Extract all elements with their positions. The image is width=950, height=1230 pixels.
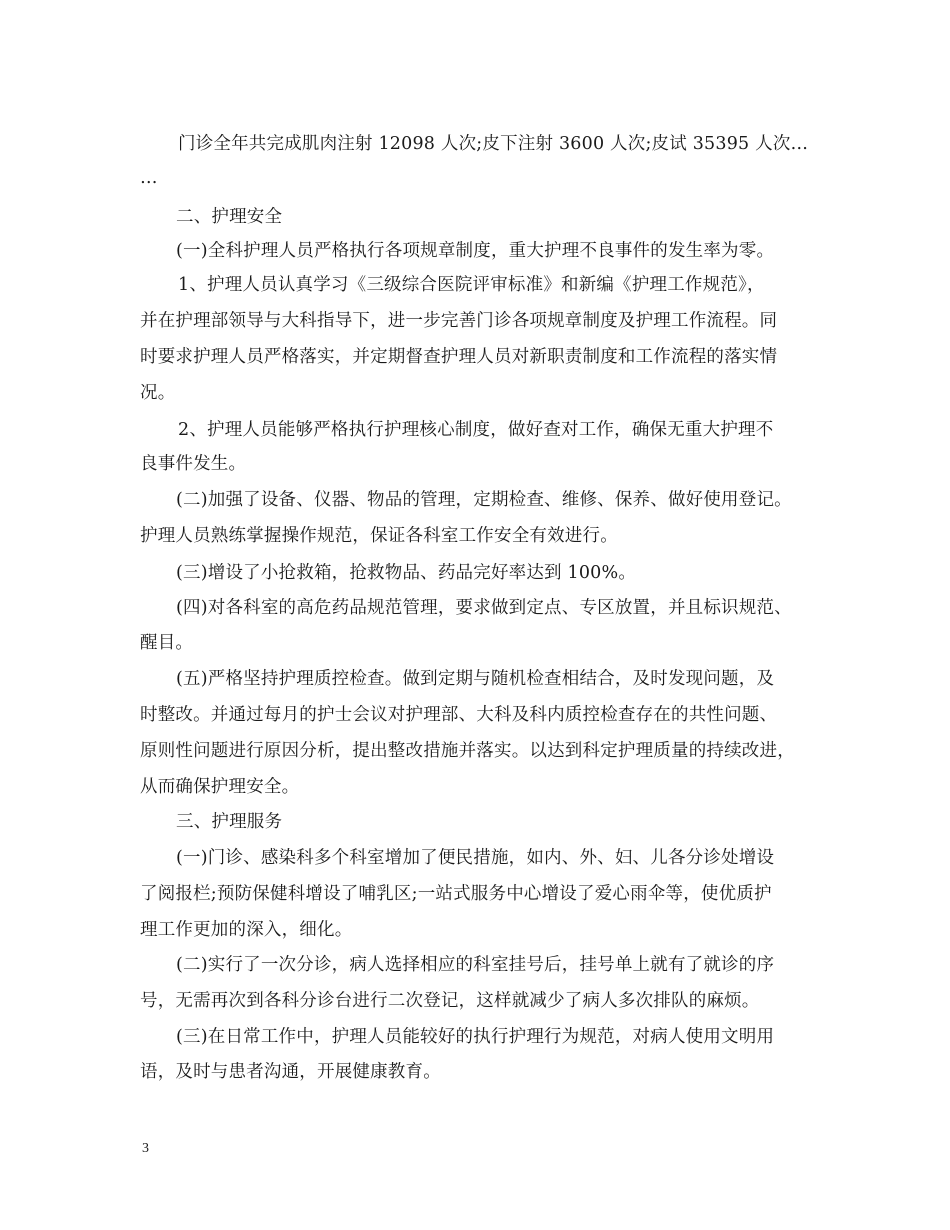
text-line: (二)实行了一次分诊，病人选择相应的科室挂号后，挂号单上就有了就诊的序 bbox=[176, 955, 775, 975]
text-line: 护理人员熟练掌握操作规范，保证各科室工作安全有效进行。 bbox=[140, 526, 618, 546]
text-line: 良事件发生。 bbox=[140, 454, 247, 474]
page-number: 3 bbox=[142, 1141, 149, 1156]
text-line: 门诊全年共完成肌肉注射 12098 人次;皮下注射 3600 人次;皮试 35395 人次… bbox=[178, 134, 809, 154]
text-line: 了阅报栏;预防保健科增设了哺乳区;一站式服务中心增设了爱心雨伞等，使优质护 bbox=[140, 884, 772, 904]
section-heading: 三、护理服务 bbox=[176, 812, 283, 832]
section-heading: 二、护理安全 bbox=[176, 207, 283, 227]
text-line: 理工作更加的深入，细化。 bbox=[140, 920, 353, 940]
text-line: 醒目。 bbox=[140, 633, 194, 653]
text-line: … bbox=[140, 168, 158, 188]
text-line: 并在护理部领导与大科指导下，进一步完善门诊各项规章制度及护理工作流程。同 bbox=[140, 311, 778, 331]
text-line: (二)加强了设备、仪器、物品的管理，定期检查、维修、保养、做好使用登记。 bbox=[176, 490, 792, 510]
text-line: 从而确保护理安全。 bbox=[140, 777, 300, 797]
text-line: 况。 bbox=[140, 383, 176, 403]
text-line: 1、护理人员认真学习《三级综合医院评审标准》和新编《护理工作规范》， bbox=[178, 275, 765, 295]
text-line: (三)增设了小抢救箱，抢救物品、药品完好率达到 100%。 bbox=[176, 563, 637, 583]
text-line: 号，无需再次到各科分诊台进行二次登记，这样就减少了病人多次排队的麻烦。 bbox=[140, 991, 760, 1011]
text-line: 原则性问题进行原因分析，提出整改措施并落实。以达到科定护理质量的持续改进， bbox=[140, 741, 795, 761]
text-line: (一)门诊、感染科多个科室增加了便民措施，如内、外、妇、儿各分诊处增设 bbox=[176, 848, 775, 868]
text-line: (四)对各科室的高危药品规范管理，要求做到定点、专区放置，并且标识规范、 bbox=[176, 598, 792, 618]
text-line: 语，及时与患者沟通，开展健康教育。 bbox=[140, 1062, 441, 1082]
text-line: (三)在日常工作中，护理人员能较好的执行护理行为规范，对病人使用文明用 bbox=[176, 1027, 775, 1047]
text-line: 时要求护理人员严格落实，并定期督查护理人员对新职责制度和工作流程的落实情 bbox=[140, 347, 778, 367]
text-line: 2、护理人员能够严格执行护理核心制度，做好查对工作，确保无重大护理不 bbox=[178, 420, 774, 440]
text-line: 时整改。并通过每月的护士会议对护理部、大科及科内质控检查存在的共性问题、 bbox=[140, 705, 778, 725]
text-line: (五)严格坚持护理质控检查。做到定期与随机检查相结合，及时发现问题，及 bbox=[176, 669, 775, 689]
text-line: (一)全科护理人员严格执行各项规章制度，重大护理不良事件的发生率为零。 bbox=[176, 241, 775, 261]
